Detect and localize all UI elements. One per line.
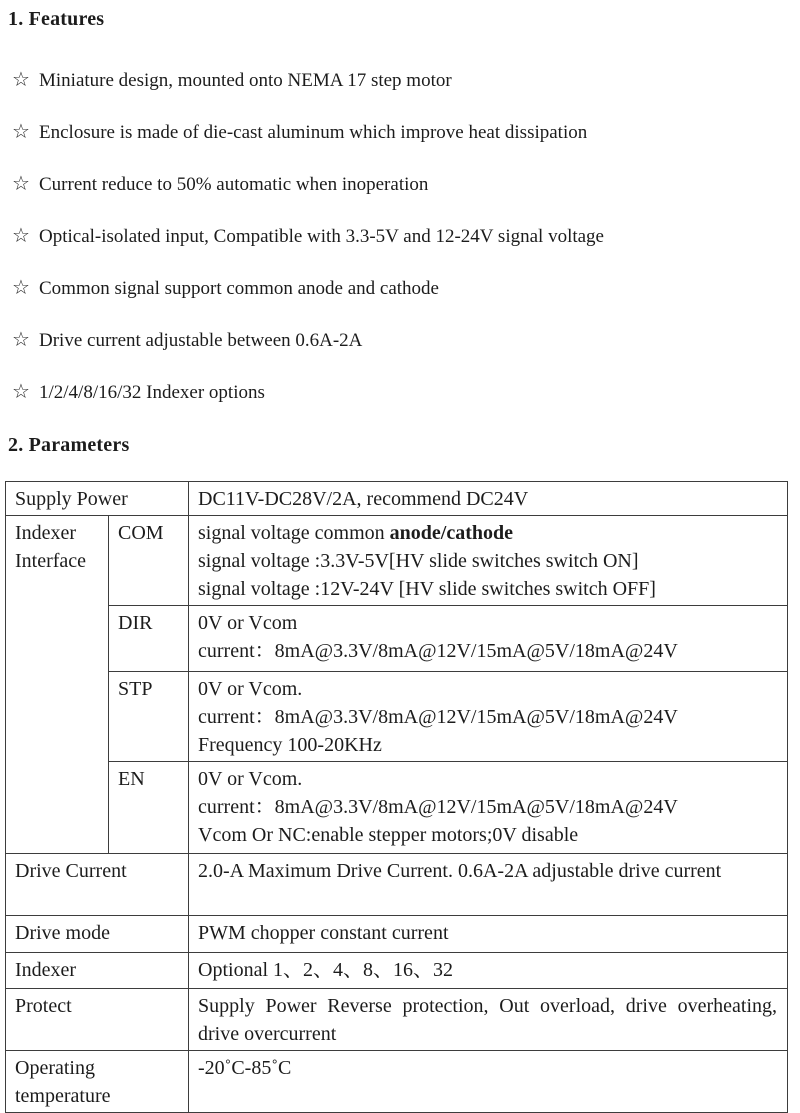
param-value-en [189, 762, 788, 854]
star-bullet-icon: ☆ [12, 275, 30, 299]
param-label-supply-power: Supply Power [6, 482, 189, 516]
parameters-heading: 2. Parameters [8, 434, 130, 456]
param-value-dir [189, 606, 788, 672]
star-bullet-icon: ☆ [12, 223, 30, 247]
param-label-indexer-interface: Indexer Interface [6, 516, 109, 854]
signal-key-stp: STP [109, 672, 189, 762]
stp-line-3: Frequency 100-20KHz [198, 734, 382, 756]
dir-line-2: current：8mA@3.3V/8mA@12V/15mA@5V/18mA@24V [198, 640, 678, 662]
star-bullet-icon: ☆ [12, 327, 30, 351]
row-protect [6, 989, 788, 1051]
param-label-drive-mode: Drive mode [6, 916, 189, 953]
feature-item [8, 380, 792, 404]
parameters-table [5, 481, 788, 1113]
param-label-drive-current: Drive Current [6, 854, 189, 916]
feature-item [8, 172, 792, 196]
param-label-indexer: Indexer [6, 953, 189, 989]
com-line-2: signal voltage :3.3V-5V[HV slide switches switch ON] [198, 550, 639, 572]
stp-line-2: current：8mA@3.3V/8mA@12V/15mA@5V/18mA@24V [198, 706, 678, 728]
row-supply-power [6, 482, 788, 516]
param-label-protect: Protect [6, 989, 189, 1051]
row-indexer-interface-dir [6, 606, 788, 672]
features-list [8, 68, 792, 404]
row-indexer-interface-com [6, 516, 788, 606]
param-value-com [189, 516, 788, 606]
row-operating-temperature [6, 1051, 788, 1113]
en-line-1: 0V or Vcom. [198, 768, 303, 790]
star-bullet-icon: ☆ [12, 67, 30, 91]
row-drive-mode [6, 916, 788, 953]
feature-text: Drive current adjustable between 0.6A-2A [39, 330, 363, 351]
row-drive-current [6, 854, 788, 916]
param-value-stp [189, 672, 788, 762]
param-value-protect: Supply Power Reverse protection, Out overload, drive overheating, drive overcurrent [189, 989, 788, 1051]
com-line-1-text: signal voltage common [198, 522, 390, 544]
row-indexer-interface-en [6, 762, 788, 854]
dir-line-1: 0V or Vcom [198, 612, 298, 634]
star-bullet-icon: ☆ [12, 171, 30, 195]
param-value-indexer: Optional 1、2、4、8、16、32 [189, 953, 788, 989]
param-value-supply-power: DC11V-DC28V/2A, recommend DC24V [189, 482, 788, 516]
param-value-operating-temperature: -20˚C-85˚C [189, 1051, 788, 1113]
star-bullet-icon: ☆ [12, 379, 30, 403]
signal-key-com: COM [109, 516, 189, 606]
com-line-3: signal voltage :12V-24V [HV slide switches switch OFF] [198, 578, 656, 600]
feature-item [8, 328, 792, 352]
feature-text: Optical-isolated input, Compatible with 3.3-5V and 12-24V signal voltage [39, 226, 604, 247]
feature-text: Common signal support common anode and cathode [39, 278, 439, 299]
star-bullet-icon: ☆ [12, 119, 30, 143]
param-value-drive-mode: PWM chopper constant current [189, 916, 788, 953]
en-line-3: Vcom Or NC:enable stepper motors;0V disable [198, 824, 579, 846]
stp-line-1: 0V or Vcom. [198, 678, 303, 700]
feature-text: Enclosure is made of die-cast aluminum which improve heat dissipation [39, 122, 588, 143]
param-value-drive-current: 2.0-A Maximum Drive Current. 0.6A-2A adjustable drive current [189, 854, 788, 916]
feature-text: 1/2/4/8/16/32 Indexer options [39, 382, 265, 403]
com-line-1-bold: anode/cathode [389, 522, 513, 544]
param-label-operating-temperature: Operating temperature [6, 1051, 189, 1113]
row-indexer-interface-stp [6, 672, 788, 762]
feature-text: Miniature design, mounted onto NEMA 17 step motor [39, 70, 452, 91]
feature-text: Current reduce to 50% automatic when inoperation [39, 174, 429, 195]
com-line-1 [198, 519, 777, 547]
en-line-2: current：8mA@3.3V/8mA@12V/15mA@5V/18mA@24V [198, 796, 678, 818]
feature-item [8, 120, 792, 144]
signal-key-en: EN [109, 762, 189, 854]
row-indexer [6, 953, 788, 989]
signal-key-dir: DIR [109, 606, 189, 672]
feature-item [8, 68, 792, 92]
feature-item [8, 276, 792, 300]
feature-item [8, 224, 792, 248]
features-heading: 1. Features [8, 8, 105, 30]
